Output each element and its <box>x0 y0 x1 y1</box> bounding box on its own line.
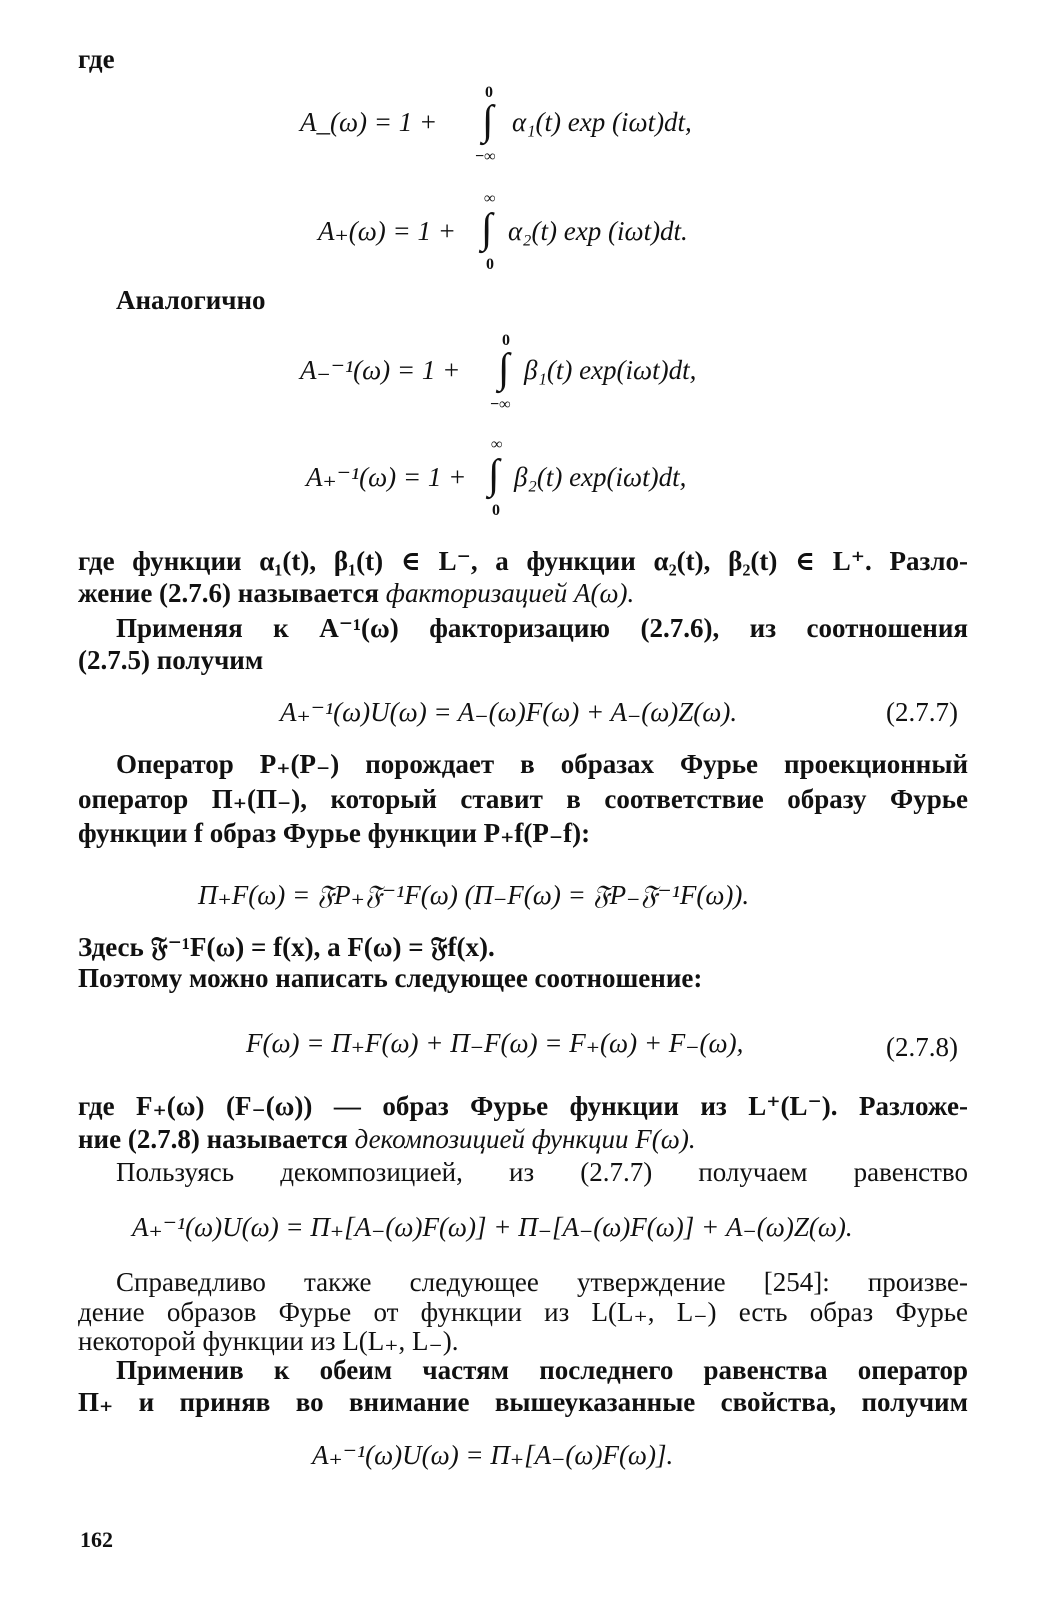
paragraph-statement-cont <box>78 1296 968 1329</box>
text-line: Применив к обеим частям последнего равенства оператор <box>116 1355 968 1385</box>
paragraph-decomposition <box>78 1090 968 1123</box>
label-where: где <box>78 44 115 74</box>
text-line: Оператор P₊(P₋) порождает в образах Фурье проекционный <box>116 749 968 779</box>
paragraph-applying <box>116 612 968 645</box>
eq-a-inv-plus-lhs: A₊⁻¹(ω) = 1 + <box>306 462 467 492</box>
equation-number: (2.7.7) <box>886 697 958 727</box>
text-line: Здесь 𝔉⁻¹F(ω) = f(x), а F(ω) = 𝔉f(x). <box>78 932 495 962</box>
text-line: Справедливо также следующее утверждение [254]: произве- <box>116 1267 968 1297</box>
text-line: где F₊(ω) (F₋(ω)) — образ Фурье функции из L⁺(L⁻). Разложе- <box>78 1091 968 1121</box>
equation-projection: Π₊F(ω) = 𝔉P₊𝔉⁻¹F(ω) (Π₋F(ω) = 𝔉P₋𝔉⁻¹F(ω)). <box>198 880 750 910</box>
eq-a-inv-minus-lhs: A₋⁻¹(ω) = 1 + <box>300 355 461 385</box>
equation-a-inv-plus <box>306 434 766 524</box>
paragraph-factorization-line <box>78 578 634 608</box>
text-segment: жение (2.7.6) называется <box>78 578 386 608</box>
eq-a-minus-lhs: A_(ω) = 1 + <box>300 107 438 137</box>
integral-lower-limit: 0 <box>486 256 494 273</box>
paragraph-decomposition-line <box>78 1124 696 1154</box>
integral-sign: ∫ <box>482 98 494 144</box>
label-similarly: Аналогично <box>116 285 266 315</box>
integral-sign: ∫ <box>481 206 493 252</box>
equation-number: (2.7.8) <box>886 1032 958 1062</box>
integral-upper-limit: ∞ <box>484 190 496 207</box>
term-factorization: факторизацией A(ω). <box>385 578 635 608</box>
paragraph-using <box>116 1156 968 1189</box>
text-line: дение образов Фурье от функции из L(L₊, L₋) есть образ Фурье <box>78 1297 968 1327</box>
page-number: 162 <box>80 1527 113 1552</box>
text-line: где функции α₁(t), β₁(t) ∈ L⁻, а функции α₂(t), β₂(t) ∈ L⁺. Разло- <box>78 546 968 576</box>
integral-upper-limit: 0 <box>485 84 493 101</box>
eq-a-plus-lhs: A₊(ω) = 1 + <box>318 216 456 246</box>
integral-upper-limit: 0 <box>502 332 510 349</box>
integral-lower-limit: −∞ <box>490 396 511 413</box>
paragraph-functions <box>78 545 968 578</box>
paragraph-operator-cont <box>78 783 968 816</box>
integral-sign: ∫ <box>498 346 510 392</box>
equation-a-inv-minus <box>300 330 760 420</box>
text-line: оператор Π₊(Π₋), который ставит в соответствие образу Фурье <box>78 784 968 814</box>
eq-a-plus-integrand: α₂(t) exp (iωt)dt. <box>508 216 688 246</box>
paragraph-applying-operator <box>116 1354 968 1387</box>
equation-final: A₊⁻¹(ω)U(ω) = Π₊[A₋(ω)F(ω)]. <box>312 1440 674 1470</box>
text-segment: F(ω). <box>628 1124 696 1154</box>
integral-lower-limit: −∞ <box>475 148 496 165</box>
paragraph-statement <box>116 1266 968 1299</box>
text-line: Применяя к A⁻¹(ω) факторизацию (2.7.6), из соотношения <box>116 613 968 643</box>
text-line: Поэтому можно написать следующее соотношение: <box>78 963 703 993</box>
text-line: (2.7.5) получим <box>78 645 264 675</box>
equation-decomposition: A₊⁻¹(ω)U(ω) = Π₊[A₋(ω)F(ω)] + Π₋[A₋(ω)F(ω)] + A₋(ω)Z(ω). <box>132 1212 853 1242</box>
eq-a-inv-minus-integrand: β₁(t) exp(iωt)dt, <box>524 355 697 385</box>
integral-sign: ∫ <box>488 452 500 498</box>
text-segment: ние (2.7.8) называется <box>78 1124 355 1154</box>
term-decomposition: декомпозицией функции <box>354 1124 629 1154</box>
text-line: Π₊ и приняв во внимание вышеуказанные свойства, получим <box>78 1387 968 1417</box>
integral-lower-limit: 0 <box>492 502 500 519</box>
paragraph-applying-operator-cont <box>78 1386 968 1419</box>
eq-a-inv-plus-integrand: β₂(t) exp(iωt)dt, <box>514 462 687 492</box>
equation-2-7-8: F(ω) = Π₊F(ω) + Π₋F(ω) = F₊(ω) + F₋(ω), <box>246 1028 744 1058</box>
text-line: функции f образ Фурье функции P₊f(P₋f): <box>78 818 591 848</box>
equation-a-minus <box>300 82 760 172</box>
equation-a-plus <box>318 188 778 278</box>
equation-2-7-7: A₊⁻¹(ω)U(ω) = A₋(ω)F(ω) + A₋(ω)Z(ω). <box>280 697 738 727</box>
paragraph-operator <box>116 748 968 781</box>
integral-upper-limit: ∞ <box>491 436 503 453</box>
text-line: Пользуясь декомпозицией, из (2.7.7) получаем равенство <box>116 1157 968 1187</box>
text-line: некоторой функции из L(L₊, L₋). <box>78 1326 459 1356</box>
eq-a-minus-integrand: α₁(t) exp (iωt)dt, <box>512 107 692 137</box>
